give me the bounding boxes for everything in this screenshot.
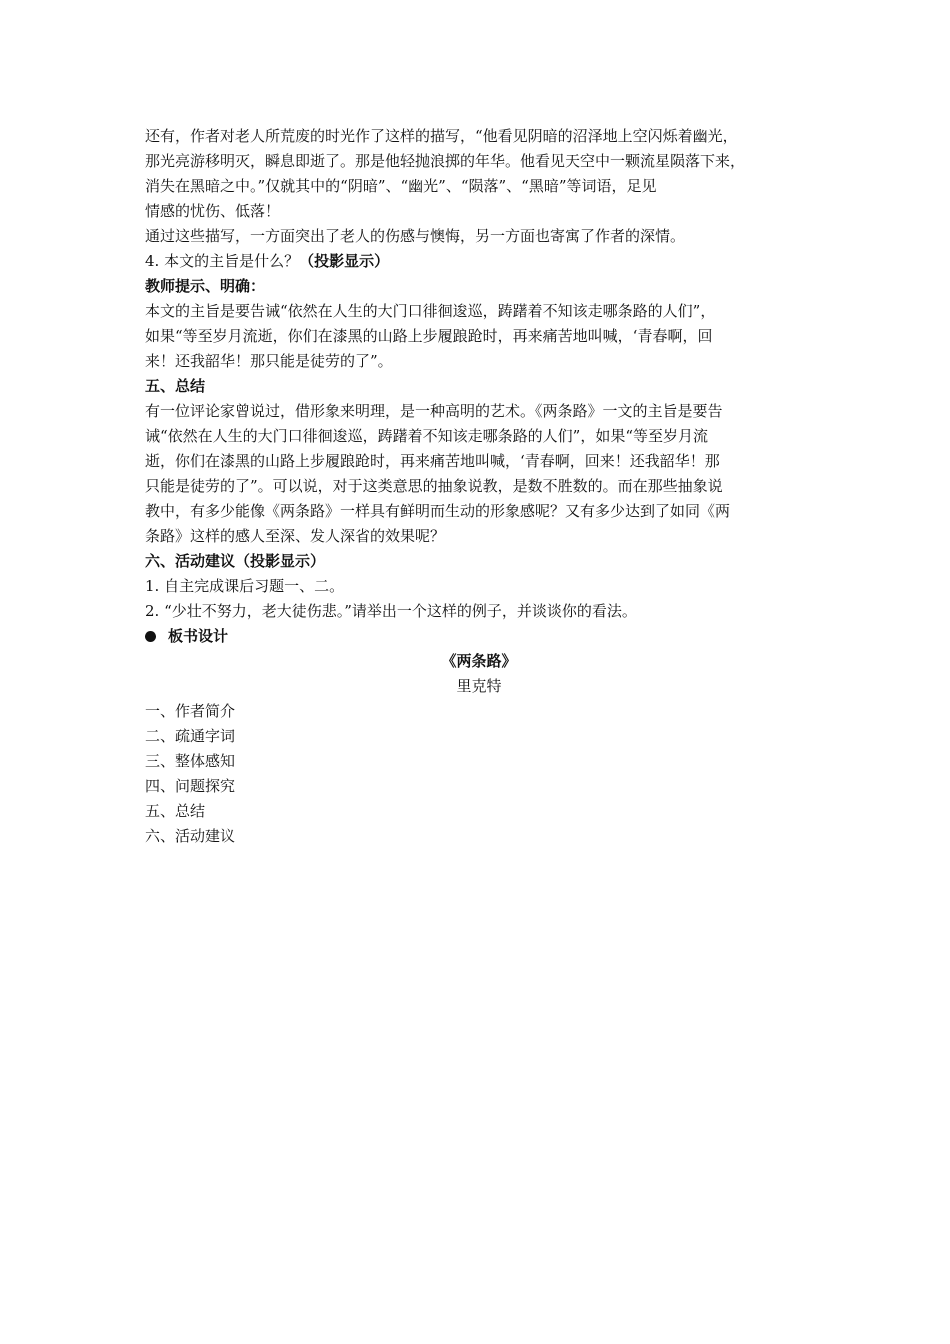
activity-item: 2. “少壮不努力，老大徒伤悲。”请举出一个这样的例子，并谈谈你的看法。: [145, 602, 637, 620]
board-outline: [145, 699, 813, 849]
question-4-note: （投影显示）: [299, 252, 390, 270]
outline-item: 二、疏通字词: [145, 727, 236, 745]
text-line: 逝，你们在漆黑的山路上步履踉跄时，再来痛苦地叫喊，‘青春啊，回来！还我韶华！那: [145, 452, 720, 470]
text-line: 来！还我韶华！那只能是徒劳的了”。: [145, 352, 393, 370]
text-line: 那光亮游移明灭，瞬息即逝了。那是他轻抛浪掷的年华。他看见天空中一颗流星陨落下来，: [145, 152, 746, 170]
bullet-icon: [145, 631, 156, 642]
section-5-heading: 五、总结: [145, 377, 206, 395]
activity-item: 1. 自主完成课后习题一、二。: [145, 577, 345, 595]
theme-paragraph: [145, 299, 813, 374]
question-4-text: 4. 本文的主旨是什么？: [145, 252, 300, 270]
text-line: 本文的主旨是要告诫“依然在人生的大门口徘徊逡巡，踌躇着不知该走哪条路的人们”，: [145, 302, 716, 320]
board-design-heading: [145, 624, 813, 649]
text-line: 通过这些描写，一方面突出了老人的伤感与懊悔，另一方面也寄寓了作者的深情。: [145, 227, 686, 245]
text-line: 还有，作者对老人所荒废的时光作了这样的描写，“他看见阴暗的沼泽地上空闪烁着幽光，: [145, 127, 738, 145]
text-line: 情感的忧伤、低落！: [145, 202, 281, 220]
outline-item: 三、整体感知: [145, 752, 236, 770]
section-6-heading: 六、活动建议（投影显示）: [145, 552, 326, 570]
text-line: 消失在黑暗之中。”仅就其中的“阴暗”、“幽光”、“陨落”、“黑暗”等词语，足见: [145, 177, 657, 195]
text-line: 有一位评论家曾说过，借形象来明理，是一种高明的艺术。《两条路》一文的主旨是要告: [145, 402, 723, 420]
outline-item: 一、作者简介: [145, 702, 236, 720]
teacher-hint-heading: 教师提示、明确：: [145, 277, 266, 295]
board-design-label: 板书设计: [168, 627, 229, 645]
question-4: [145, 249, 813, 274]
document-page: [145, 124, 813, 849]
outline-item: 四、问题探究: [145, 777, 236, 795]
board-title: 《两条路》: [441, 652, 517, 670]
outline-item: 六、活动建议: [145, 827, 236, 845]
text-line: 诫“依然在人生的大门口徘徊逡巡，踌躇着不知该走哪条路的人们”，如果“等至岁月流: [145, 427, 709, 445]
text-line: 只能是徒劳的了”。可以说，对于这类意思的抽象说教，是数不胜数的。而在那些抽象说: [145, 477, 723, 495]
text-line: 条路》这样的感人至深、发人深省的效果呢？: [145, 527, 446, 545]
paragraph-description: [145, 124, 813, 249]
text-line: 教中，有多少能像《两条路》一样具有鲜明而生动的形象感呢？又有多少达到了如同《两: [145, 502, 731, 520]
board-author: 里克特: [456, 677, 502, 695]
summary-paragraph: [145, 399, 813, 549]
outline-item: 五、总结: [145, 802, 206, 820]
text-line: 如果“等至岁月流逝，你们在漆黑的山路上步履踉跄时，再来痛苦地叫喊，‘青春啊，回: [145, 327, 713, 345]
